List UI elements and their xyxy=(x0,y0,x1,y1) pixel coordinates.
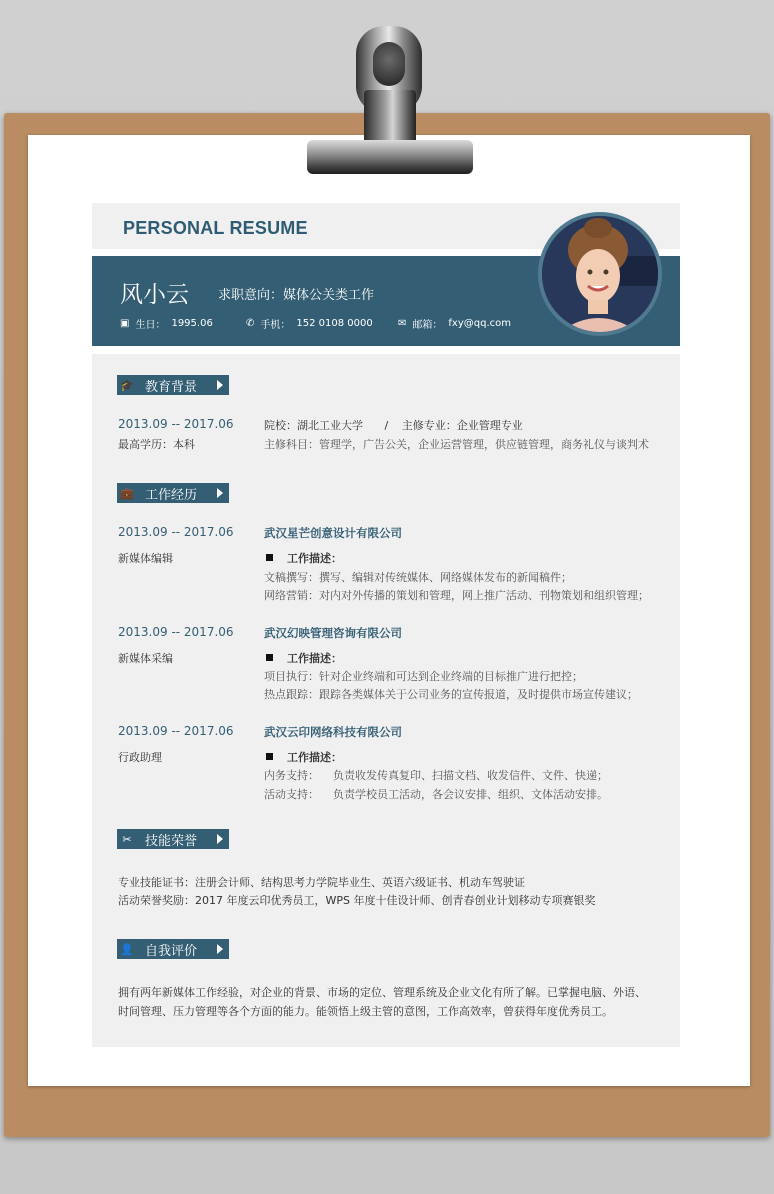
skills-cert: 专业技能证书：注册会计师、结构思考力学院毕业生、英语六级证书、机动车驾驶证 xyxy=(118,876,525,889)
avatar xyxy=(538,212,662,336)
birth-value: 1995.06 xyxy=(171,318,213,329)
briefcase-icon: 💼 xyxy=(120,486,134,500)
mail-icon: ✉ xyxy=(398,318,407,329)
work-3-line-1: 内务支持： 负责收发传真复印、扫描文档、收发信件、文件、快递； xyxy=(264,769,608,782)
candidate-name: 风小云 xyxy=(120,282,189,308)
section-work: 💼 工作经历 xyxy=(117,483,229,503)
work-3-role: 行政助理 xyxy=(118,751,162,764)
phone-info xyxy=(246,316,373,331)
phone-label: 手机： xyxy=(260,320,291,331)
bullet-square-icon xyxy=(266,753,273,760)
email-value: fxy@qq.com xyxy=(448,318,511,329)
section-skills: ✂ 技能荣誉 xyxy=(117,829,229,849)
edu-school: 院校：湖北工业大学 / 主修专业：企业管理专业 xyxy=(264,419,523,432)
work-1-desc-title: 工作描述： xyxy=(266,550,342,566)
section-education: 🎓 教育背景 xyxy=(117,375,229,395)
work-3-desc-title: 工作描述： xyxy=(266,749,342,765)
birth-label: 生日： xyxy=(135,320,166,331)
bullet-square-icon xyxy=(266,554,273,561)
arrow-right-icon xyxy=(217,488,223,498)
work-1-line-2: 网络营销：对内对外传播的策划和管理，网上推广活动、刊物策划和组织管理； xyxy=(264,589,649,602)
email-info xyxy=(398,316,511,331)
work-1-company: 武汉星芒创意设计有限公司 xyxy=(264,526,402,540)
work-2-role: 新媒体采编 xyxy=(118,652,173,665)
work-2-company: 武汉幻映管理咨询有限公司 xyxy=(264,626,402,640)
arrow-right-icon xyxy=(217,834,223,844)
work-1-line-1: 文稿撰写：撰写、编辑对传统媒体、网络媒体发布的新闻稿件； xyxy=(264,571,572,584)
edu-degree: 最高学历：本科 xyxy=(118,438,195,451)
work-2-line-2: 热点跟踪：跟踪各类媒体关于公司业务的宣传报道，及时提供市场宣传建议； xyxy=(264,688,638,701)
work-2-line-1: 项目执行：针对企业终端和可达到企业终端的目标推广进行把控； xyxy=(264,670,583,683)
work-3-company: 武汉云印网络科技有限公司 xyxy=(264,725,402,739)
edu-courses: 主修科目：管理学，广告公关，企业运营管理，供应链管理，商务礼仪与谈判术 xyxy=(264,438,649,451)
work-1-date: 2013.09 -- 2017.06 xyxy=(118,525,234,539)
birth-info xyxy=(120,316,213,331)
calendar-icon: ▣ xyxy=(120,318,130,329)
skills-honor: 活动荣誉奖励：2017 年度云印优秀员工，WPS 年度十佳设计师、创青春创业计划移动专项赛银奖 xyxy=(118,894,596,907)
job-intent: 求职意向：媒体公关类工作 xyxy=(218,288,375,303)
arrow-right-icon xyxy=(217,380,223,390)
self-line-1: 拥有两年新媒体工作经验，对企业的背景、市场的定位、管理系统及企业文化有所了解。已掌握电脑、外语、 xyxy=(118,986,646,999)
work-3-line-2: 活动支持： 负责学校员工活动，各会议安排、组织、文体活动安排。 xyxy=(264,788,608,801)
tools-icon: ✂ xyxy=(122,832,132,846)
clip-base xyxy=(307,140,473,174)
person-icon: 👤 xyxy=(120,942,134,956)
work-2-date: 2013.09 -- 2017.06 xyxy=(118,625,234,639)
self-line-2: 时间管理、压力管理等各个方面的能力。能领悟上级主管的意图，工作高效率，曾获得年度优秀员工。 xyxy=(118,1005,613,1018)
work-1-role: 新媒体编辑 xyxy=(118,552,173,565)
work-3-date: 2013.09 -- 2017.06 xyxy=(118,724,234,738)
bullet-square-icon xyxy=(266,654,273,661)
graduation-cap-icon: 🎓 xyxy=(120,378,134,392)
email-label: 邮箱： xyxy=(412,320,443,331)
resume-title: PERSONAL RESUME xyxy=(123,218,308,238)
phone-value: 152 0108 0000 xyxy=(296,318,373,329)
section-self: 👤 自我评价 xyxy=(117,939,229,959)
phone-icon: ✆ xyxy=(246,318,255,329)
arrow-right-icon xyxy=(217,944,223,954)
clip-hole xyxy=(373,42,405,86)
edu-date: 2013.09 -- 2017.06 xyxy=(118,417,234,431)
work-2-desc-title: 工作描述： xyxy=(266,650,342,666)
